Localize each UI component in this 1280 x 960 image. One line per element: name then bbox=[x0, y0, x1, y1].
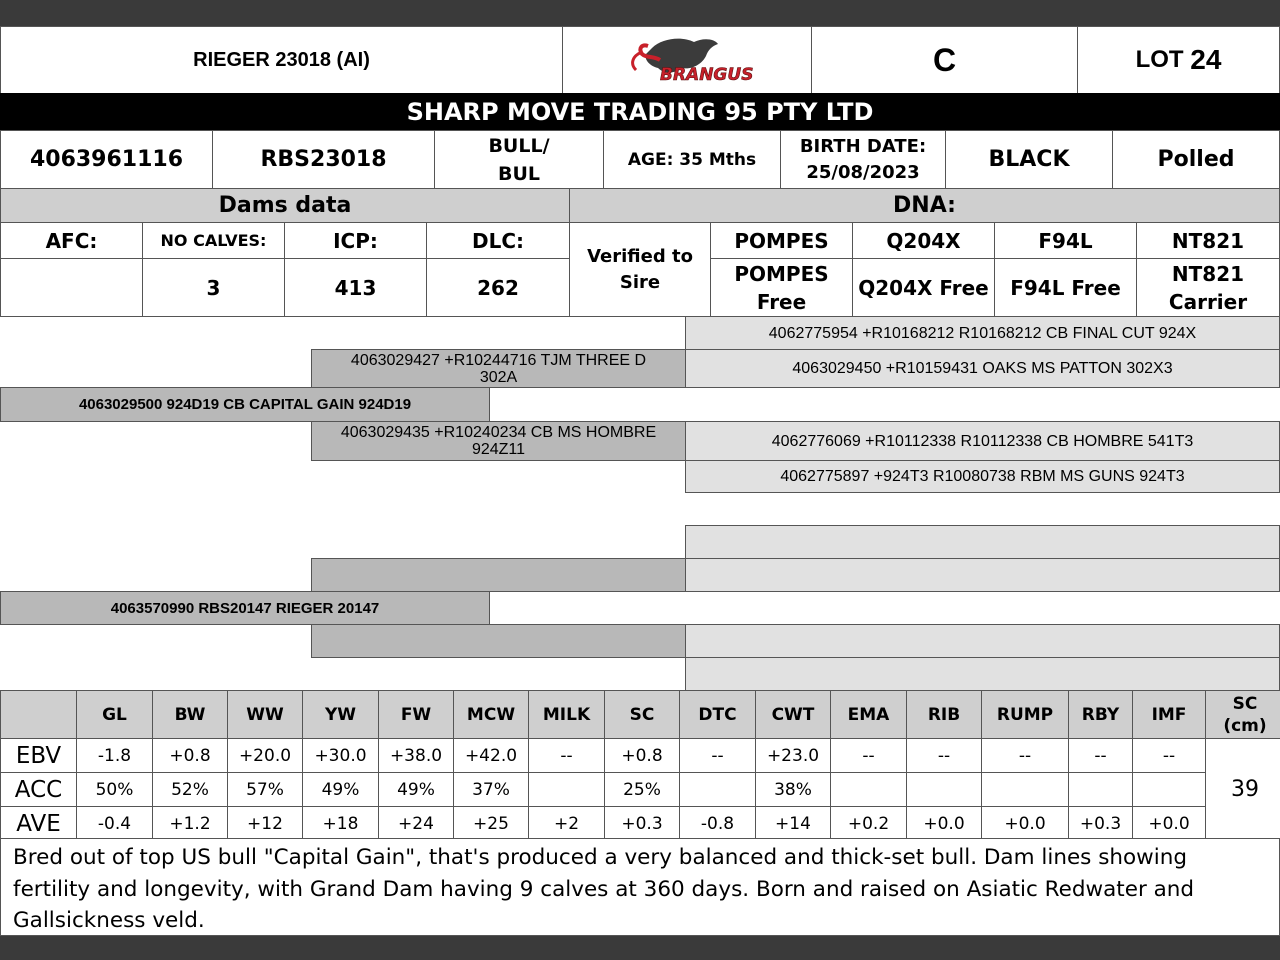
animal-id-number: 4063961116 bbox=[0, 130, 213, 189]
pedigree-dam-dam bbox=[311, 624, 686, 658]
bull-head-icon bbox=[602, 34, 772, 86]
ebv-value-cell: +14 bbox=[755, 806, 831, 841]
ebv-value-cell: -0.8 bbox=[679, 806, 756, 841]
ebv-value-cell: +2 bbox=[528, 806, 605, 841]
pedigree-sire-sire-line1: 4063029427 +R10244716 TJM THREE D bbox=[350, 351, 647, 369]
ebv-value-cell bbox=[1068, 772, 1133, 807]
ebv-value-cell: +12 bbox=[227, 806, 303, 841]
ebv-value-cell: 49% bbox=[378, 772, 454, 807]
icp-value: 413 bbox=[284, 258, 427, 317]
ebv-value-cell bbox=[1132, 772, 1206, 807]
ebv-value-cell bbox=[679, 772, 756, 807]
sc-cm-header-line2: (cm) bbox=[1223, 715, 1267, 736]
ebv-value-cell bbox=[528, 772, 605, 807]
ebv-value-cell: -- bbox=[679, 738, 756, 773]
ebv-value-cell bbox=[830, 772, 907, 807]
ebv-column-header: RIB bbox=[906, 690, 982, 739]
ebv-value-cell: 50% bbox=[76, 772, 153, 807]
ebv-value-cell: +0.2 bbox=[830, 806, 907, 841]
parentage-line1: Verified to bbox=[587, 245, 693, 267]
ebv-column-header: DTC bbox=[679, 690, 756, 739]
breeder-banner: SHARP MOVE TRADING 95 PTY LTD bbox=[0, 93, 1280, 131]
dna-result-pompes-line1: POMPES bbox=[734, 261, 829, 286]
ebv-column-header: EMA bbox=[830, 690, 907, 739]
dna-test-name-nt821: NT821 bbox=[1136, 222, 1280, 259]
dna-result-pompes-line2: Free bbox=[756, 289, 807, 314]
ebv-value-cell: +0.8 bbox=[604, 738, 680, 773]
afc-value bbox=[0, 258, 143, 317]
ebv-value-cell: -- bbox=[981, 738, 1069, 773]
ebv-value-cell: 49% bbox=[302, 772, 379, 807]
comments: Bred out of top US bull "Capital Gain", that's produced a very balanced and thick-set bull. Dam lines showing fertility and longevity, with Grand Dam having 9 calves at 360 days. Born and raised on Asiatic Redwater and Gallsickness veld. bbox=[0, 838, 1280, 936]
icp-label: ICP: bbox=[284, 222, 427, 259]
birth-date-cell bbox=[780, 130, 946, 189]
ebv-corner-cell bbox=[0, 690, 77, 739]
ebv-column-header: RUMP bbox=[981, 690, 1069, 739]
dna-result-nt821 bbox=[1136, 258, 1280, 317]
ebv-value-cell: 38% bbox=[755, 772, 831, 807]
pedigree-dam-dam-sire bbox=[685, 624, 1280, 658]
sc-cm-value: 39 bbox=[1205, 738, 1280, 841]
ebv-value-cell: +23.0 bbox=[755, 738, 831, 773]
ebv-value-cell: 25% bbox=[604, 772, 680, 807]
dams-data-title: Dams data bbox=[0, 188, 570, 223]
ebv-value-cell: +38.0 bbox=[378, 738, 454, 773]
pedigree-dam-sire-sire bbox=[685, 525, 1280, 559]
dlc-value: 262 bbox=[426, 258, 570, 317]
ebv-column-header: YW bbox=[302, 690, 379, 739]
sex-cell bbox=[434, 130, 604, 189]
animal-name: RIEGER 23018 (AI) bbox=[0, 26, 563, 94]
pedigree-dam-sire bbox=[311, 558, 686, 592]
ebv-column-header: WW bbox=[227, 690, 303, 739]
age-cell: AGE: 35 Mths bbox=[603, 130, 781, 189]
ebv-column-header: SC bbox=[604, 690, 680, 739]
sc-cm-header bbox=[1205, 690, 1280, 739]
pedigree-sire-sire-line2: 302A bbox=[479, 368, 518, 386]
no-calves-label: NO CALVES: bbox=[142, 222, 285, 259]
pedigree-dam: 4063570990 RBS20147 RIEGER 20147 bbox=[0, 591, 490, 625]
ebv-value-cell: -- bbox=[528, 738, 605, 773]
no-calves-value: 3 bbox=[142, 258, 285, 317]
lot-label: LOT bbox=[1135, 46, 1184, 73]
ebv-value-cell bbox=[981, 772, 1069, 807]
pedigree-sire-dam-sire: 4062776069 +R10112338 R10112338 CB HOMBRE 541T3 bbox=[685, 421, 1280, 461]
ebv-value-cell: +0.8 bbox=[152, 738, 228, 773]
ebv-value-cell: +24 bbox=[378, 806, 454, 841]
ebv-value-cell: +18 bbox=[302, 806, 379, 841]
grade-badge: C bbox=[811, 26, 1078, 94]
birth-date-label: BIRTH DATE: bbox=[799, 135, 927, 157]
dna-test-name-f94l: F94L bbox=[994, 222, 1137, 259]
birth-date-value: 25/08/2023 bbox=[806, 161, 920, 183]
ebv-row-label: AVE bbox=[0, 806, 77, 841]
ebv-column-header: MCW bbox=[453, 690, 529, 739]
pedigree-sire-dam bbox=[311, 421, 686, 461]
ebv-column-header: CWT bbox=[755, 690, 831, 739]
ebv-row-label: ACC bbox=[0, 772, 77, 807]
ebv-value-cell: +0.0 bbox=[981, 806, 1069, 841]
ebv-column-header: MILK bbox=[528, 690, 605, 739]
horn-status-cell: Polled bbox=[1112, 130, 1280, 189]
ebv-value-cell: +0.3 bbox=[1068, 806, 1133, 841]
ebv-value-cell: -- bbox=[1132, 738, 1206, 773]
pedigree-sire-dam-dam: 4062775897 +924T3 R10080738 RBM MS GUNS 924T3 bbox=[685, 460, 1280, 493]
ebv-column-header: GL bbox=[76, 690, 153, 739]
pedigree-dam-sire-dam bbox=[685, 558, 1280, 592]
ebv-row-label: EBV bbox=[0, 738, 77, 773]
ebv-column-header: BW bbox=[152, 690, 228, 739]
dna-test-name-q204x: Q204X bbox=[852, 222, 995, 259]
sex-line2: BUL bbox=[497, 162, 541, 185]
ebv-value-cell: -- bbox=[906, 738, 982, 773]
ebv-value-cell: +0.0 bbox=[1132, 806, 1206, 841]
pedigree-sire-sire bbox=[311, 349, 686, 388]
sex-line1: BULL/ bbox=[488, 134, 550, 157]
ebv-value-cell: 37% bbox=[453, 772, 529, 807]
ebv-column-header: RBY bbox=[1068, 690, 1133, 739]
pedigree-dam-dam-dam bbox=[685, 657, 1280, 691]
ebv-value-cell: -- bbox=[1068, 738, 1133, 773]
ebv-value-cell: -0.4 bbox=[76, 806, 153, 841]
ebv-value-cell: 57% bbox=[227, 772, 303, 807]
ebv-value-cell: -1.8 bbox=[76, 738, 153, 773]
ebv-value-cell: +1.2 bbox=[152, 806, 228, 841]
ebv-value-cell: +0.3 bbox=[604, 806, 680, 841]
dlc-label: DLC: bbox=[426, 222, 570, 259]
colour-cell: BLACK bbox=[945, 130, 1113, 189]
dna-result-q204x: Q204X Free bbox=[852, 258, 995, 317]
ebv-value-cell: +30.0 bbox=[302, 738, 379, 773]
ebv-value-cell: +25 bbox=[453, 806, 529, 841]
ebv-column-header: FW bbox=[378, 690, 454, 739]
dna-result-nt821-line2: Carrier bbox=[1168, 289, 1248, 314]
pedigree-sire-sire-dam: 4063029450 +R10159431 OAKS MS PATTON 302X3 bbox=[685, 349, 1280, 388]
dna-title: DNA: bbox=[569, 188, 1280, 223]
parentage-line2: Sire bbox=[619, 271, 661, 293]
pedigree-sire-dam-line1: 4063029435 +R10240234 CB MS HOMBRE bbox=[340, 424, 657, 441]
dna-result-pompes bbox=[710, 258, 853, 317]
dna-result-nt821-line1: NT821 bbox=[1171, 261, 1245, 286]
sc-cm-header-line1: SC bbox=[1232, 693, 1258, 714]
ebv-value-cell: +0.0 bbox=[906, 806, 982, 841]
ebv-table bbox=[0, 690, 1280, 839]
brangus-logo bbox=[562, 26, 812, 94]
pedigree-sire-sire-sire: 4062775954 +R10168212 R10168212 CB FINAL CUT 924X bbox=[685, 316, 1280, 350]
parentage-cell bbox=[569, 222, 711, 317]
dna-test-name-pompes: POMPES bbox=[710, 222, 853, 259]
pedigree-sire: 4063029500 924D19 CB CAPITAL GAIN 924D19 bbox=[0, 387, 490, 422]
ebv-column-header: IMF bbox=[1132, 690, 1206, 739]
lot-number bbox=[1077, 26, 1280, 94]
ebv-value-cell: 52% bbox=[152, 772, 228, 807]
pedigree-sire-dam-line2: 924Z11 bbox=[471, 441, 526, 458]
ebv-value-cell: +42.0 bbox=[453, 738, 529, 773]
registration-code: RBS23018 bbox=[212, 130, 435, 189]
afc-label: AFC: bbox=[0, 222, 143, 259]
dna-result-f94l: F94L Free bbox=[994, 258, 1137, 317]
ebv-value-cell: -- bbox=[830, 738, 907, 773]
ebv-value-cell bbox=[906, 772, 982, 807]
logo-text: BRANGUS bbox=[660, 65, 754, 85]
ebv-value-cell: +20.0 bbox=[227, 738, 303, 773]
lot-value: 24 bbox=[1190, 44, 1222, 75]
